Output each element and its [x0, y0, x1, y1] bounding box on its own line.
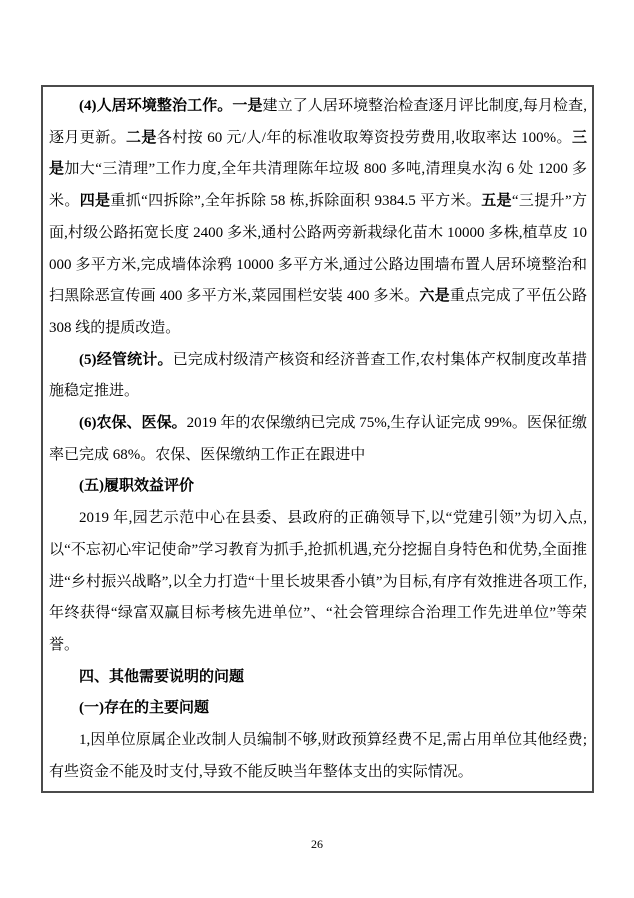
text-run: 各村按 60 元/人/年的标准收取筹资投劳费用,收取率达 100%。	[156, 129, 572, 146]
text-run: 加大“三清理”工作力度,全年共清理陈年垃圾 800 多吨,清理臭水沟 6 处 1200 多米。	[49, 161, 587, 210]
paragraph-item-5-statistics	[49, 345, 587, 408]
text-run: 建立了人居环境整治检查逐月评比制度,每月检查,逐月更新。	[49, 98, 587, 146]
bold-marker: 六是	[419, 288, 450, 305]
text-run: “三提升”方面,村级公路拓宽长度 2400 多米,通村公路两旁新栽绿化苗木 10000 多株,植草皮 10000 多平方米,完成墙体涂鸦 10000 多平方米,通过公路边围墙布置人居环境整治和扫黑除恶宣传画 400 多平方米,菜园围栏安装 400 多米。	[49, 193, 587, 305]
heading-text: (一)存在的主要问题	[79, 700, 209, 717]
bold-marker: (4)人居环境整治工作。一是	[79, 98, 263, 114]
bold-marker: 三是	[49, 129, 587, 178]
text-run: 重点完成了平伍公路 308 线的提质改造。	[49, 288, 587, 336]
paragraph-2019-summary	[49, 503, 587, 662]
section-heading-main-problems	[49, 693, 587, 725]
heading-text: (五)履职效益评价	[79, 478, 194, 495]
bold-marker: (5)经管统计。	[79, 351, 173, 368]
text-run: 已完成村级清产核资和经济普查工作,农村集体产权制度改革措施稳定推进。	[49, 351, 587, 400]
page-number: 26	[311, 837, 323, 851]
bold-marker: 四是	[79, 193, 111, 210]
text-run: 1,因单位原属企业改制人员编制不够,财政预算经费不足,需占用单位其他经费;有些资金不能及时支付,导致不能反映当年整体支出的实际情况。	[49, 732, 587, 780]
text-run: 2019 年的农保缴纳已完成 75%,生存认证完成 99%。医保征缴率已完成 68%。农保、医保缴纳工作正在跟进中	[49, 415, 587, 463]
text-run: 重抓“四拆除”,全年拆除 58 栋,拆除面积 9384.5 平方米。	[110, 193, 482, 210]
bold-marker: 五是	[481, 193, 512, 210]
bold-marker: 二是	[126, 129, 157, 146]
paragraph-item-4-environment	[49, 91, 587, 345]
section-heading-performance-evaluation	[49, 471, 587, 503]
paragraph-problem-1	[49, 725, 587, 788]
paragraph-item-6-insurance	[49, 408, 587, 471]
section-heading-other-issues	[49, 662, 587, 694]
report-text-box	[41, 85, 594, 793]
text-run: 2019 年,园艺示范中心在县委、县政府的正确领导下,以“党建引领”为切入点,以“不忘初心牢记使命”学习教育为抓手,抢抓机遇,充分挖掘自身特色和优势,全面推进“乡村振兴战略”,以全力打造“十里长坡果香小镇”为目标,有序有效推进各项工作,年终获得“绿富双赢目标考核先进单位”、“社会管理综合治理工作先进单位”等荣誉。	[49, 510, 587, 653]
bold-marker: (6)农保、医保。	[79, 415, 187, 432]
heading-text: 四、其他需要说明的问题	[79, 668, 245, 685]
